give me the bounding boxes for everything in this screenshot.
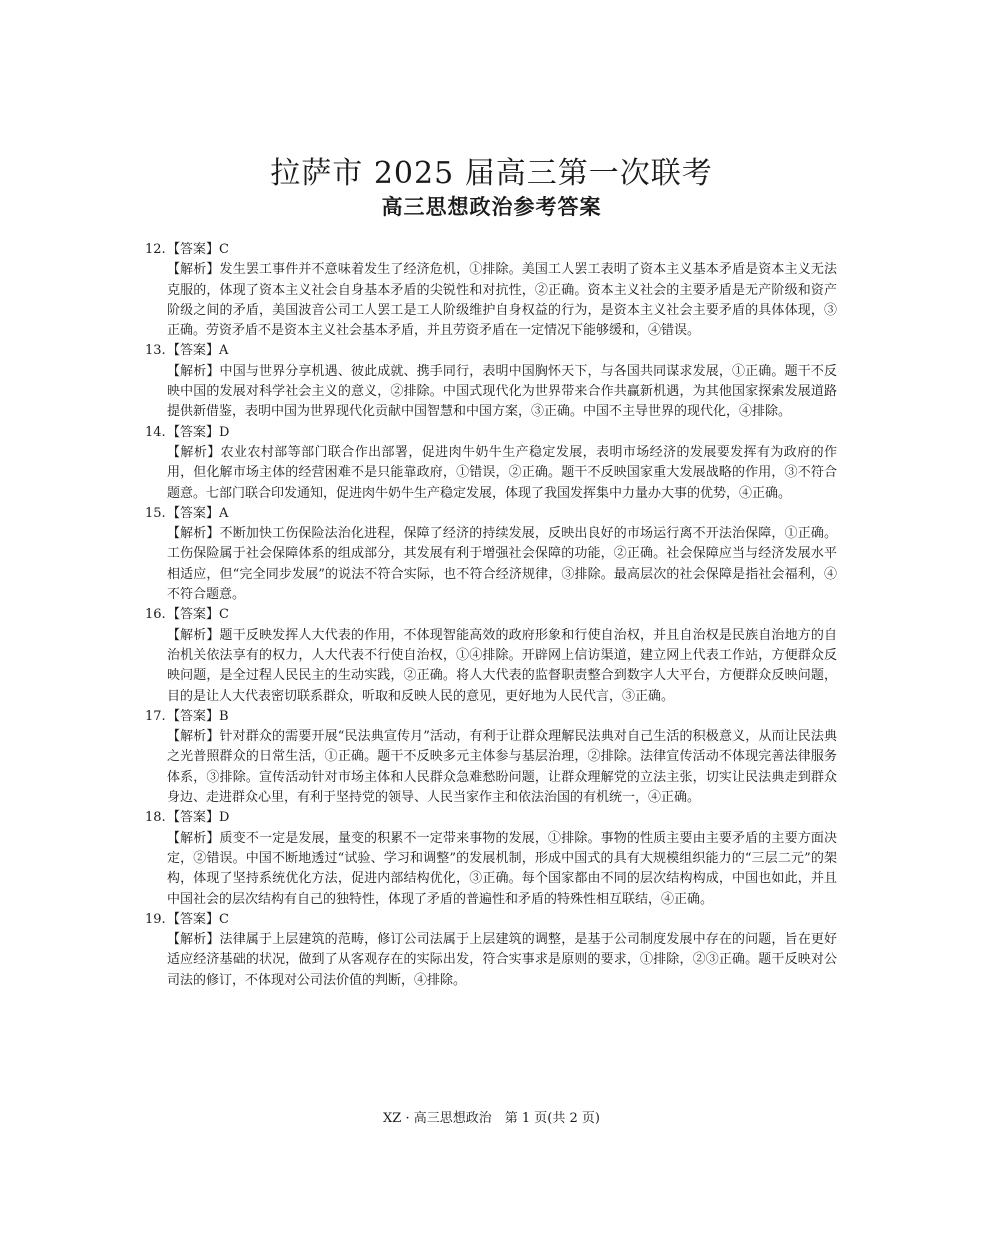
question-number: 18. <box>145 810 166 826</box>
explanation-text: 【解析】质变不一定是发展，量变的积累不一定带来事物的发展，①排除。事物的性质主要由主要矛盾的主要方面决定，②错误。中国不断地透过“试验、学习和调整”的发展机制，形成中国式的具有大规模组织能力的“三层二元”的架构，体现了坚持系统优化方法，促进内部结构优化，③正确。每个国家都由不同的层次结构构成，中国也如此，并且中国社会的层次结构有自己的独特性，体现了矛盾的普遍性和矛盾的特殊性相互联结，④正确。 <box>167 830 837 907</box>
answer-list <box>145 240 837 991</box>
answer-label: 【答案】A <box>167 343 229 359</box>
question-number: 16. <box>145 607 166 623</box>
explanation-text: 【解析】法律属于上层建筑的范畴，修订公司法属于上层建筑的调整，是基于公司制度发展中存在的问题，旨在更好适应经济基础的状况，做到了从客观存在的实际出发，符合实事求是原则的要求，①排除，②③正确。题干反映对公司法的修订，不体现对公司法价值的判断，④排除。 <box>167 932 837 988</box>
explanation-text: 【解析】不断加快工伤保险法治化进程，保障了经济的持续发展，反映出良好的市场运行离不开法治保障，①正确。工伤保险属于社会保障体系的组成部分，其发展有利于增强社会保障的功能，②正确。社会保障应当与经济发展水平相适应，但“完全同步发展”的说法不符合实际，也不符合经济规律，③排除。最高层次的社会保障是指社会福利，④不符合题意。 <box>167 526 837 603</box>
explanation-text: 【解析】发生罢工事件并不意味着发生了经济危机，①排除。美国工人罢工表明了资本主义基本矛盾是资本主义无法克服的，体现了资本主义社会自身基本矛盾的尖锐性和对抗性，②正确。资本主义社会的主要矛盾是无产阶级和资产阶级之间的矛盾，美国波音公司工人罢工是工人阶级维护自身权益的行为，是资本主义社会主要矛盾的具体体现，③正确。劳资矛盾不是资本主义社会基本矛盾，并且劳资矛盾在一定情况下能够缓和，④错误。 <box>167 262 837 339</box>
answer-item-17 <box>145 707 837 808</box>
explanation-text: 【解析】题干反映发挥人大代表的作用，不体现智能高效的政府形象和行使自治权，并且自治权是民族自治地方的自治机关依法享有的权力，人大代表不行使自治权，①④排除。开辟网上信访渠道，建立网上代表工作站，方便群众反映问题，是全过程人民民主的生动实践，②正确。将人大代表的监督职责整合到数字人大平台，方便群众反映问题，目的是让人大代表密切联系群众，听取和反映人民的意见，更好地为人民代言，③正确。 <box>167 627 837 704</box>
answer-item-16 <box>145 605 837 706</box>
explanation-text: 【解析】针对群众的需要开展“民法典宣传月”活动，有利于让群众理解民法典对自己生活的积极意义，从而让民法典之光普照群众的日常生活，①正确。题干不反映多元主体参与基层治理，②排除。法律宣传活动不体现完善法律服务体系，③排除。宣传活动针对市场主体和人民群众急难愁盼问题，让群众理解党的立法主张，切实让民法典走到群众身边、走进群众心里，有利于坚持党的领导、人民当家作主和依法治国的有机统一，④正确。 <box>167 729 837 806</box>
answer-item-19 <box>145 910 837 991</box>
question-number: 15. <box>145 505 166 521</box>
question-number: 19. <box>145 911 166 927</box>
answer-item-18 <box>145 808 837 909</box>
answer-label: 【答案】C <box>167 911 229 927</box>
answer-item-13 <box>145 341 837 422</box>
page-title: 拉萨市 2025 届高三第一次联考 <box>270 156 713 191</box>
answer-label: 【答案】C <box>167 242 229 257</box>
answer-label: 【答案】D <box>167 810 230 826</box>
question-number: 13. <box>145 343 166 359</box>
answer-item-15 <box>145 504 837 605</box>
question-number: 14. <box>145 424 166 440</box>
answer-label: 【答案】C <box>167 607 229 623</box>
explanation-text: 【解析】中国与世界分享机遇、彼此成就、携手同行，表明中国胸怀天下，与各国共同谋求发展，①正确。题干不反映中国的发展对科学社会主义的意义，②排除。中国式现代化为世界带来合作共赢新机遇，为其他国家探索发展道路提供新借鉴，表明中国为世界现代化贡献中国智慧和中国方案，③正确。中国不主导世界的现代化，④排除。 <box>167 363 837 420</box>
answer-item-14 <box>145 423 837 504</box>
question-number: 17. <box>145 708 166 724</box>
page-subtitle: 高三思想政治参考答案 <box>381 195 602 219</box>
explanation-text: 【解析】农业农村部等部门联合作出部署，促进肉牛奶牛生产稳定发展，表明市场经济的发展要发挥有为政府的作用，但化解市场主体的经营困难不是只能靠政府，①错误，②正确。题干不反映国家重大发展战略的作用，③不符合题意。七部门联合印发通知，促进肉牛奶牛生产稳定发展，体现了我国发挥集中力量办大事的优势，④正确。 <box>167 444 837 501</box>
answer-item-12 <box>145 240 837 341</box>
answer-label: 【答案】D <box>167 424 230 440</box>
question-number: 12. <box>145 242 166 257</box>
answer-label: 【答案】B <box>167 708 229 724</box>
page-footer: XZ · 高三思想政治 第 1 页(共 2 页) <box>383 1111 600 1126</box>
answer-label: 【答案】A <box>167 505 229 521</box>
